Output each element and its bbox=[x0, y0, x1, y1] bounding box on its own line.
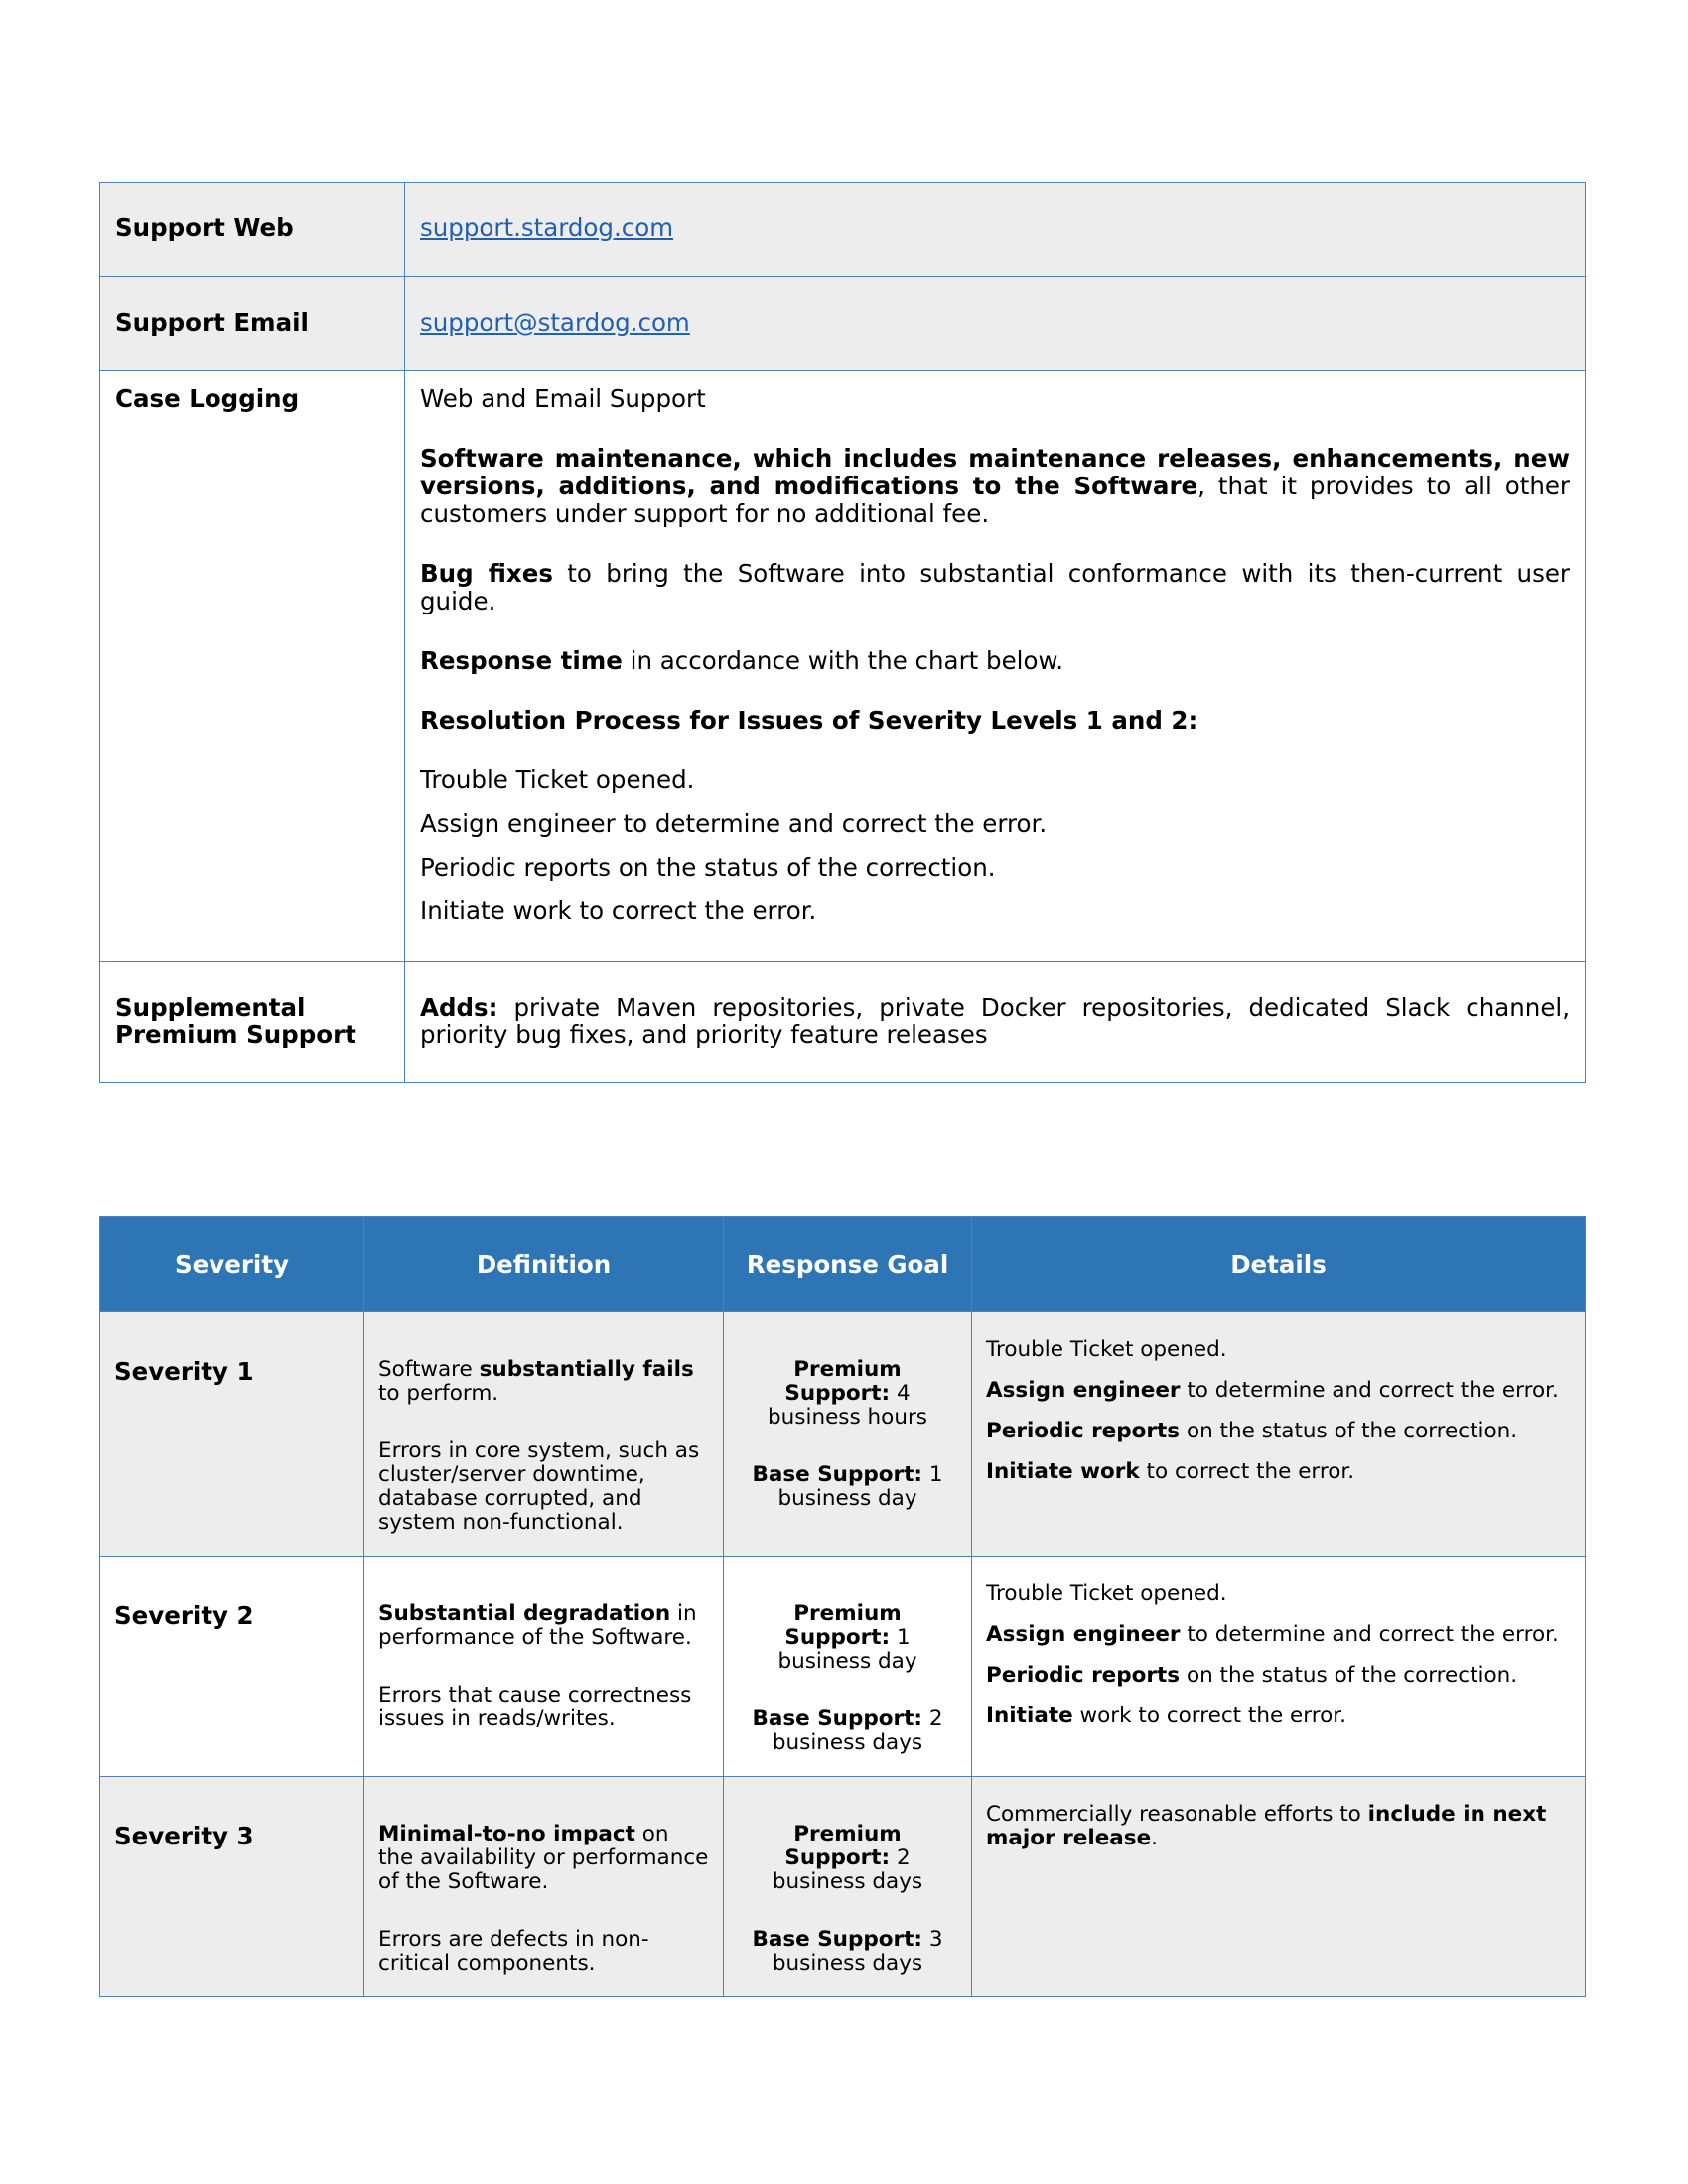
support-email-label: Support Email bbox=[100, 277, 405, 371]
support-web-row bbox=[100, 183, 1586, 277]
detail-item: Trouble Ticket opened. bbox=[986, 1337, 1227, 1362]
header-details: Details bbox=[972, 1217, 1586, 1312]
severity-header-row bbox=[100, 1217, 1586, 1312]
step-item: Assign engineer to determine and correct the error. bbox=[420, 809, 1048, 838]
support-web-cell bbox=[405, 183, 1586, 277]
response-time-paragraph bbox=[420, 647, 1570, 675]
adds-bold: Adds: bbox=[420, 993, 498, 1022]
support-email-cell bbox=[405, 277, 1586, 371]
definition-example: Errors are defects in non-critical components. bbox=[378, 1927, 649, 1976]
severity-table bbox=[99, 1216, 1586, 1997]
base-support: Base Support: 1 business day bbox=[752, 1462, 943, 1511]
details-cell bbox=[972, 1312, 1586, 1557]
case-logging-cell bbox=[405, 371, 1586, 962]
definition-example: Errors that cause correctness issues in reads/writes. bbox=[378, 1683, 692, 1731]
response-goal-cell bbox=[724, 1312, 972, 1557]
severity-row bbox=[100, 1312, 1586, 1557]
detail-item: Commercially reasonable efforts to include in next major release. bbox=[986, 1802, 1547, 1850]
severity-label: Severity 2 bbox=[100, 1557, 364, 1777]
support-info-table bbox=[99, 182, 1586, 1083]
supplemental-label: Supplemental Premium Support bbox=[100, 962, 405, 1083]
detail-item: Assign engineer to determine and correct the error. bbox=[986, 1378, 1559, 1403]
support-web-link[interactable]: support.stardog.com bbox=[420, 213, 674, 242]
severity-label: Severity 1 bbox=[100, 1312, 364, 1557]
case-logging-label: Case Logging bbox=[100, 371, 405, 962]
maintenance-rest: , that it provides to all other customers under support for no additional fee. bbox=[420, 472, 1570, 528]
severity-label: Severity 3 bbox=[100, 1777, 364, 1997]
maintenance-bold: Software maintenance, which includes maintenance releases, enhancements, new versions, additions, and modifications to the Software bbox=[420, 444, 1570, 500]
definition-example: Errors in core system, such as cluster/server downtime, database corrupted, and system non-functional. bbox=[378, 1438, 700, 1535]
supplemental-text bbox=[420, 994, 1570, 1049]
bug-fixes-paragraph bbox=[420, 560, 1570, 615]
premium-support: Premium Support: 1 business day bbox=[777, 1601, 917, 1674]
definition-cell bbox=[364, 1312, 724, 1557]
bug-fixes-bold: Bug fixes bbox=[420, 559, 553, 588]
premium-support: Premium Support: 2 business days bbox=[772, 1822, 923, 1894]
support-email-row bbox=[100, 277, 1586, 371]
base-support: Base Support: 2 business days bbox=[752, 1706, 943, 1755]
supplemental-cell bbox=[405, 962, 1586, 1083]
detail-item: Initiate work to correct the error. bbox=[986, 1459, 1355, 1484]
maintenance-paragraph bbox=[420, 445, 1570, 528]
premium-support: Premium Support: 4 business hours bbox=[768, 1357, 927, 1430]
definition-text: Substantial degradation in performance of the Software. bbox=[378, 1601, 697, 1650]
response-time-bold: Response time bbox=[420, 646, 623, 675]
definition-cell bbox=[364, 1777, 724, 1997]
adds-rest: private Maven repositories, private Docker repositories, dedicated Slack channel, priority bug fixes, and priority feature releases bbox=[420, 993, 1570, 1049]
details-cell bbox=[972, 1557, 1586, 1777]
severity-row bbox=[100, 1777, 1586, 1997]
detail-item: Periodic reports on the status of the correction. bbox=[986, 1663, 1518, 1688]
resolution-heading: Resolution Process for Issues of Severity Levels 1 and 2: bbox=[420, 706, 1198, 735]
base-support: Base Support: 3 business days bbox=[752, 1927, 943, 1976]
response-goal-cell bbox=[724, 1777, 972, 1997]
detail-item: Assign engineer to determine and correct the error. bbox=[986, 1622, 1559, 1647]
definition-text: Minimal-to-no impact on the availability or performance of the Software. bbox=[378, 1822, 709, 1894]
header-definition: Definition bbox=[364, 1217, 724, 1312]
supplemental-row bbox=[100, 962, 1586, 1083]
step-item: Trouble Ticket opened. bbox=[420, 765, 695, 794]
definition-text: Software substantially fails to perform. bbox=[378, 1357, 694, 1406]
response-goal-cell bbox=[724, 1557, 972, 1777]
bug-fixes-rest: to bring the Software into substantial conformance with its then-current user guide. bbox=[420, 559, 1570, 615]
case-logging-intro: Web and Email Support bbox=[420, 384, 706, 413]
header-response-goal: Response Goal bbox=[724, 1217, 972, 1312]
definition-cell bbox=[364, 1557, 724, 1777]
detail-item: Periodic reports on the status of the correction. bbox=[986, 1419, 1518, 1443]
case-logging-row bbox=[100, 371, 1586, 962]
step-item: Initiate work to correct the error. bbox=[420, 896, 817, 925]
support-email-link[interactable]: support@stardog.com bbox=[420, 308, 690, 337]
support-web-label: Support Web bbox=[100, 183, 405, 277]
detail-item: Trouble Ticket opened. bbox=[986, 1581, 1227, 1606]
step-item: Periodic reports on the status of the correction. bbox=[420, 853, 996, 882]
response-time-rest: in accordance with the chart below. bbox=[622, 646, 1064, 675]
header-severity: Severity bbox=[100, 1217, 364, 1312]
detail-item: Initiate work to correct the error. bbox=[986, 1704, 1346, 1728]
details-cell bbox=[972, 1777, 1586, 1997]
severity-row bbox=[100, 1557, 1586, 1777]
